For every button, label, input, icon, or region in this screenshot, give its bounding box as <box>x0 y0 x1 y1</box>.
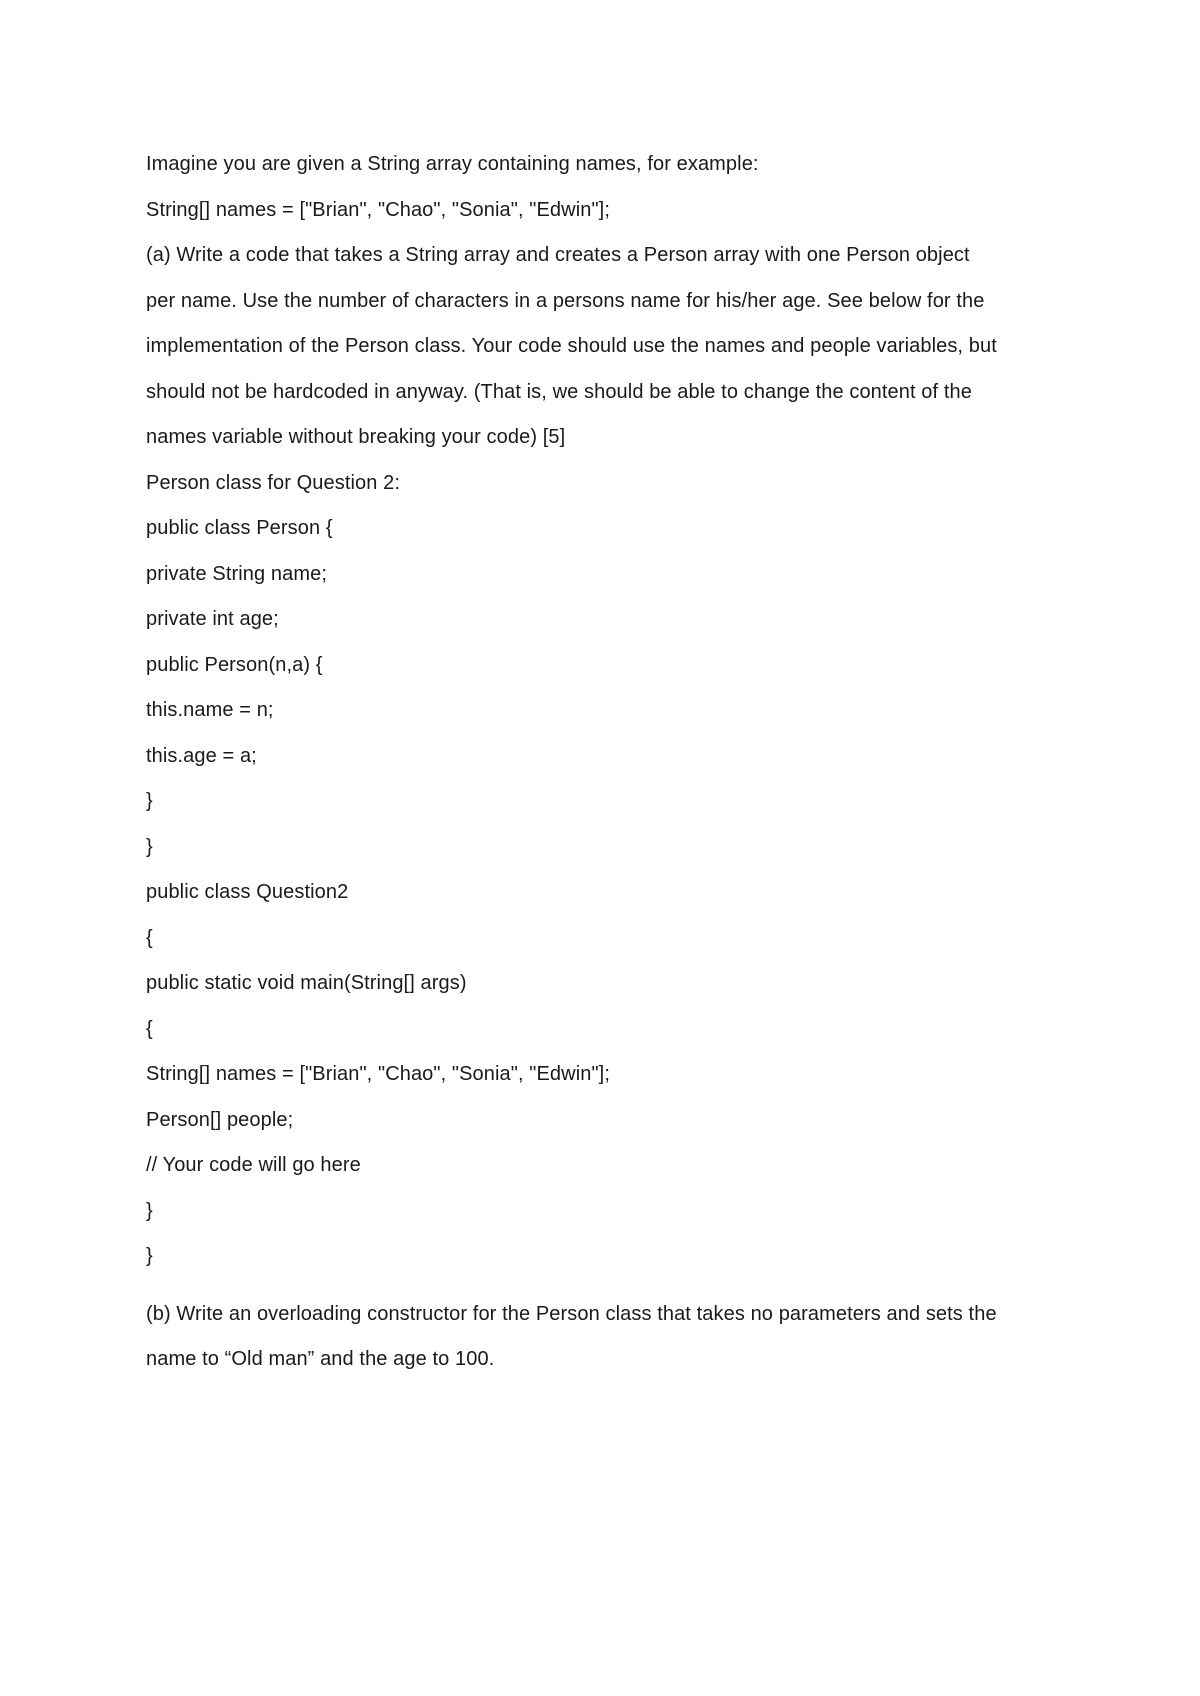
code-line: public static void main(String[] args) <box>146 972 467 994</box>
code-line: private String name; <box>146 562 327 585</box>
code-line: { <box>146 1017 153 1040</box>
part-b-question <box>146 1292 1066 1383</box>
code-line: public class Person { <box>146 517 333 539</box>
part-a-line: (a) Write a code that takes a String array and creates a Person array with one Person object <box>146 244 970 266</box>
code-line: public class Question2 <box>146 881 349 903</box>
code-line: private int age; <box>146 608 279 630</box>
part-b-line: (b) Write an overloading constructor for the Person class that takes no parameters and sets the <box>146 1302 997 1325</box>
code-listing <box>146 506 1066 1280</box>
part-a-line: should not be hardcoded in anyway. (That is, we should be able to change the content of the <box>146 380 972 403</box>
code-line: } <box>146 835 153 858</box>
part-a-line: names variable without breaking your code) [5] <box>146 426 566 448</box>
example-array-line: String[] names = ["Brian", "Chao", "Sonia", "Edwin"]; <box>146 198 610 221</box>
intro-line: Imagine you are given a String array containing names, for example: <box>146 153 759 175</box>
part-b-line: name to “Old man” and the age to 100. <box>146 1348 495 1370</box>
code-line: public Person(n,a) { <box>146 653 323 676</box>
part-a-question <box>146 233 1066 461</box>
part-a-line: implementation of the Person class. Your code should use the names and people variables, but <box>146 335 997 357</box>
spacer <box>146 1280 1066 1292</box>
document-body <box>146 142 1066 1383</box>
code-line: { <box>146 926 153 949</box>
code-line: } <box>146 1245 153 1267</box>
code-line: Person[] people; <box>146 1108 294 1131</box>
code-line: this.age = a; <box>146 744 257 767</box>
code-line: // Your code will go here <box>146 1154 361 1176</box>
code-line: } <box>146 790 153 812</box>
part-a-line: per name. Use the number of characters in a persons name for his/her age. See below for the <box>146 289 985 312</box>
code-line: this.name = n; <box>146 699 274 721</box>
person-class-heading: Person class for Question 2: <box>146 471 401 494</box>
code-line: String[] names = ["Brian", "Chao", "Sonia", "Edwin"]; <box>146 1063 610 1085</box>
code-line: } <box>146 1199 153 1222</box>
